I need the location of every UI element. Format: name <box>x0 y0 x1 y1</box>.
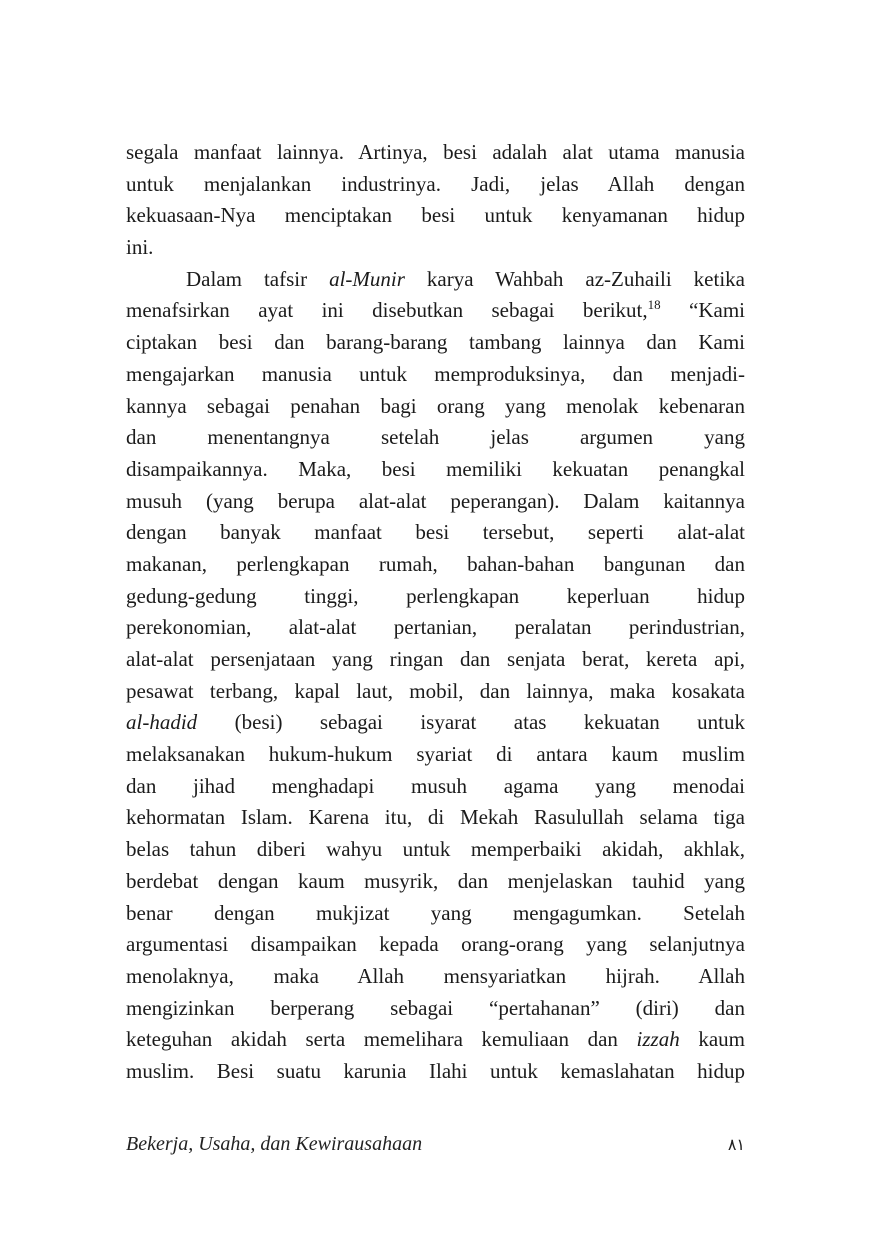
text-segment: argumentasi disampaikan kepada orang-orang yang selanjutnya <box>126 932 745 957</box>
text-segment: disampaikannya. Maka, besi memiliki kekuatan penangkal <box>126 456 745 481</box>
text-segment: kekuasaan-Nya menciptakan besi untuk kenyamanan hidup <box>126 203 745 228</box>
text-segment: mengajarkan manusia untuk memproduksinya, dan menjadi- <box>126 361 745 386</box>
text-line <box>126 549 745 581</box>
text-segment: mengizinkan berperang sebagai “pertahanan” (diri) dan <box>126 995 745 1020</box>
text-segment: pesawat terbang, kapal laut, mobil, dan lainnya, maka kosakata <box>126 678 745 703</box>
text-line <box>126 327 745 359</box>
page-footer <box>126 1133 745 1156</box>
text-line <box>126 771 745 803</box>
text-line <box>126 898 745 930</box>
text-line <box>126 391 745 423</box>
text-segment: segala manfaat lainnya. Artinya, besi adalah alat utama manusia <box>126 140 745 164</box>
text-segment: keteguhan akidah serta memelihara kemuliaan dan <box>126 1027 637 1052</box>
text-line <box>126 264 745 296</box>
text-line <box>126 169 745 201</box>
text-line <box>126 1024 745 1056</box>
text-line <box>126 644 745 676</box>
text-line <box>126 486 745 518</box>
text-segment: karya Wahbah az-Zuhaili ketika <box>404 266 745 291</box>
page-number: ٨١ <box>727 1135 745 1154</box>
italic-term: izzah <box>636 1027 680 1052</box>
running-footer-title: Bekerja, Usaha, dan Kewirausahaan <box>126 1133 423 1155</box>
text-line <box>126 802 745 834</box>
text-segment: perekonomian, alat-alat pertanian, peralatan perindustrian, <box>126 615 745 640</box>
text-segment: alat-alat persenjataan yang ringan dan senjata berat, kereta api, <box>126 647 745 671</box>
text-segment: kaum <box>679 1027 745 1052</box>
text-segment: “Kami <box>660 298 745 323</box>
text-segment: menafsirkan ayat ini disebutkan sebagai berikut, <box>126 298 648 323</box>
text-segment: menolaknya, maka Allah mensyariatkan hijrah. Allah <box>126 963 745 988</box>
text-line <box>126 612 745 644</box>
text-line <box>126 961 745 993</box>
text-line <box>126 581 745 613</box>
text-line <box>126 676 745 708</box>
text-segment: dengan banyak manfaat besi tersebut, seperti alat-alat <box>126 520 745 545</box>
text-line <box>126 454 745 486</box>
text-line <box>126 707 745 739</box>
text-segment: gedung-gedung tinggi, perlengkapan keperluan hidup <box>126 583 745 608</box>
text-line <box>126 866 745 898</box>
text-segment: ini. <box>126 235 154 260</box>
text-segment: belas tahun diberi wahyu untuk memperbaiki akidah, akhlak, <box>126 837 745 862</box>
text-line <box>126 1056 745 1088</box>
text-line <box>126 517 745 549</box>
text-line <box>126 993 745 1025</box>
text-segment: benar dengan mukjizat yang mengagumkan. Setelah <box>126 900 745 925</box>
text-line <box>126 929 745 961</box>
text-segment: (besi) sebagai isyarat atas kekuatan untuk <box>197 710 745 735</box>
text-line <box>126 422 745 454</box>
text-segment: berdebat dengan kaum musyrik, dan menjelaskan tauhid yang <box>126 868 745 893</box>
text-line <box>126 232 745 264</box>
text-segment: muslim. Besi suatu karunia Ilahi untuk kemaslahatan hidup <box>126 1058 745 1083</box>
text-segment: dan menentangnya setelah jelas argumen yang <box>126 425 745 450</box>
body-text <box>126 137 745 1088</box>
text-line <box>126 834 745 866</box>
italic-term: al-hadid <box>126 710 198 735</box>
text-segment: kannya sebagai penahan bagi orang yang menolak kebenaran <box>126 393 745 418</box>
text-line <box>126 739 745 771</box>
text-segment: musuh (yang berupa alat-alat peperangan). Dalam kaitannya <box>126 488 745 513</box>
footnote-reference: 18 <box>647 297 661 313</box>
text-segment: melaksanakan hukum-hukum syariat di antara kaum muslim <box>126 742 745 767</box>
text-segment: Dalam tafsir <box>186 266 330 291</box>
text-segment: makanan, perlengkapan rumah, bahan-bahan bangunan dan <box>126 551 745 576</box>
text-line <box>126 137 745 169</box>
text-line <box>126 295 745 327</box>
text-segment: ciptakan besi dan barang-barang tambang lainnya dan Kami <box>126 330 745 355</box>
text-line <box>126 200 745 232</box>
text-segment: untuk menjalankan industrinya. Jadi, jelas Allah dengan <box>126 171 745 196</box>
text-segment: kehormatan Islam. Karena itu, di Mekah Rasulullah selama tiga <box>126 805 745 830</box>
text-line <box>126 359 745 391</box>
italic-term: al-Munir <box>329 266 405 291</box>
text-segment: dan jihad menghadapi musuh agama yang menodai <box>126 773 745 798</box>
